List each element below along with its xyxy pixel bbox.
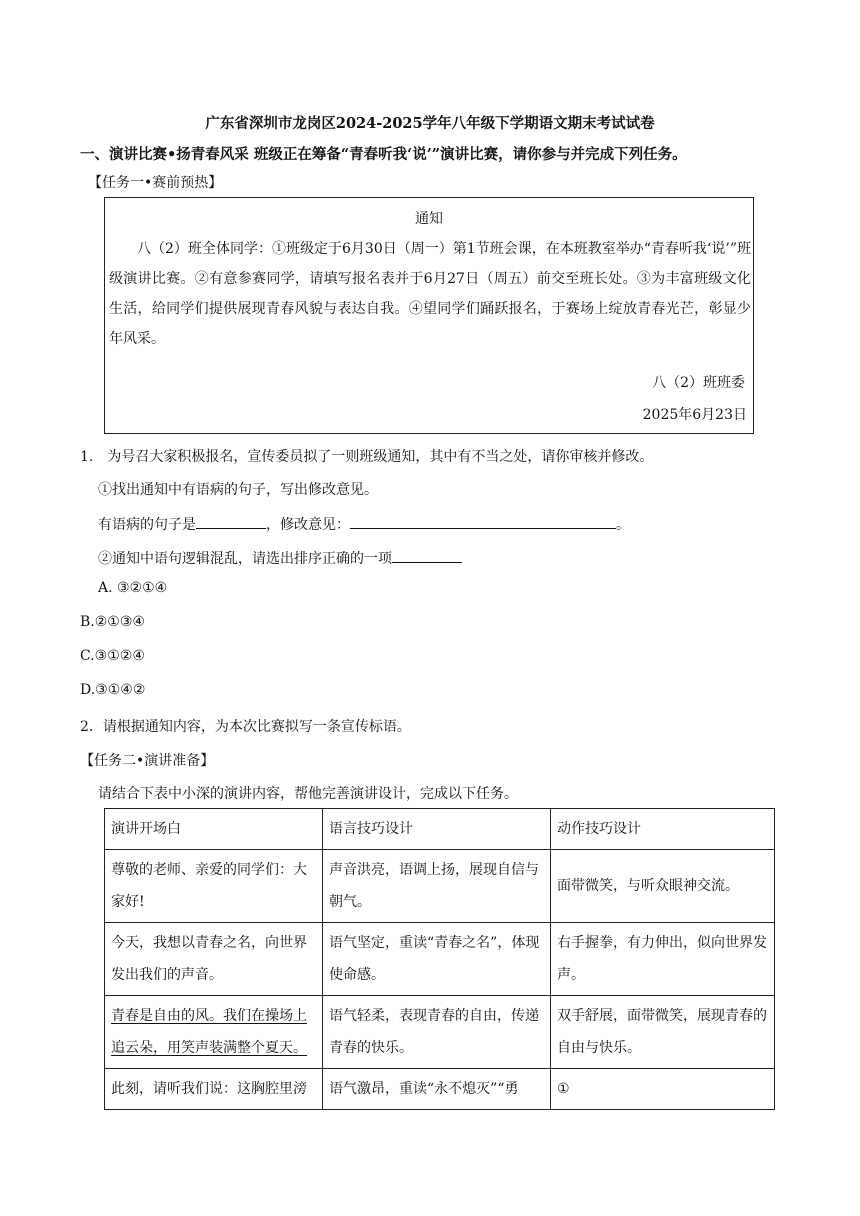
- table-cell: 尊敬的老师、亲爱的同学们：大家好!: [105, 850, 323, 923]
- header-language: 语言技巧设计: [323, 809, 551, 850]
- question-1-fill-line: [98, 513, 630, 534]
- cell-text: 此刻，请听我们说：这胸腔里滂: [111, 1081, 307, 1097]
- table-row: [105, 923, 775, 996]
- option-c[interactable]: C.③①②④: [80, 648, 145, 664]
- question-1-sub2: [98, 547, 462, 568]
- option-b[interactable]: B.②①③④: [80, 614, 145, 630]
- notice-box: [104, 197, 754, 434]
- table-cell: 右手握拳，有力伸出，似向世界发声。: [551, 923, 775, 996]
- table-cell: 双手舒展，面带微笑，展现青春的自由与快乐。: [551, 996, 775, 1069]
- table-cell: [105, 1069, 323, 1110]
- notice-signature: 八（2）班班委: [652, 375, 745, 391]
- notice-body: 八（2）班全体同学：①班级定于6月30日（周一）第1节班会课，在本班教室举办“青春听我‘说’”班级演讲比赛。②有意参赛同学，请填写报名表并于6月27日（周五）前交至班长处。③为丰富班级文化生活，给同学们提供展现青春风貌与表达自我。④望同学们踊跃报名，于赛场上绽放青春光芒，彰显少年风采。: [109, 241, 751, 347]
- question-1-stem: 1. 为号召大家积极报名，宣传委员拟了一则班级通知，其中有不当之处，请你审核并修改。: [80, 449, 654, 465]
- table-cell: [323, 1069, 551, 1110]
- fill-label-sentence: 有语病的句子是: [98, 517, 196, 533]
- task1-heading: 【任务一•赛前预热】: [88, 175, 223, 191]
- header-action: 动作技巧设计: [551, 809, 775, 850]
- option-a[interactable]: A. ③②①④: [98, 580, 168, 596]
- task2-heading: 【任务二•演讲准备】: [80, 753, 215, 769]
- section-heading: 一、演讲比赛•扬青春风采 班级正在筹备“青春听我‘说’”演讲比赛，请你参与并完成下列任务。: [80, 146, 687, 163]
- table-cell-answer[interactable]: [551, 1069, 775, 1110]
- header-opening: 演讲开场白: [105, 809, 323, 850]
- notice-date: 2025年6月23日: [642, 407, 747, 423]
- table-header-row: [105, 809, 775, 850]
- table-row: [105, 1069, 775, 1110]
- answer-blank-order[interactable]: [392, 547, 462, 563]
- answer-blank-sentence[interactable]: [196, 513, 266, 529]
- answer-blank-revision[interactable]: [350, 513, 616, 529]
- table-cell: 今天，我想以青春之名，向世界发出我们的声音。: [105, 923, 323, 996]
- table-row: [105, 996, 775, 1069]
- table-row: [105, 850, 775, 923]
- task2-intro: 请结合下表中小深的演讲内容，帮他完善演讲设计，完成以下任务。: [98, 786, 518, 802]
- question-2-stem: 2．请根据通知内容，为本次比赛拟写一条宣传标语。: [80, 719, 411, 735]
- notice-title: 通知: [415, 211, 443, 227]
- table-cell: 语气坚定，重读“青春之名”，体现使命感。: [323, 923, 551, 996]
- question-1-sub1: ①找出通知中有语病的句子，写出修改意见。: [98, 482, 378, 498]
- cell-text: 语气激昂，重读“永不熄灭”“勇: [329, 1081, 519, 1097]
- table-cell-underlined: 青春是自由的风。我们在操场上追云朵，用笑声装满整个夏天。: [105, 996, 323, 1069]
- option-d[interactable]: D.③①④②: [80, 682, 146, 698]
- fill-label-end: 。: [616, 517, 630, 533]
- speech-design-table: [104, 808, 775, 1110]
- table-cell: 面带微笑，与听众眼神交流。: [551, 850, 775, 923]
- table-cell: 语气轻柔，表现青春的自由，传递青春的快乐。: [323, 996, 551, 1069]
- answer-marker: ①: [557, 1081, 570, 1097]
- sub2-text: ②通知中语句逻辑混乱，请选出排序正确的一项: [98, 551, 392, 567]
- fill-label-revision: ，修改意见：: [266, 517, 350, 533]
- exam-title: 广东省深圳市龙岗区2024-2025学年八年级下学期语文期末考试试卷: [205, 115, 655, 132]
- table-cell: 声音洪亮，语调上扬，展现自信与朝气。: [323, 850, 551, 923]
